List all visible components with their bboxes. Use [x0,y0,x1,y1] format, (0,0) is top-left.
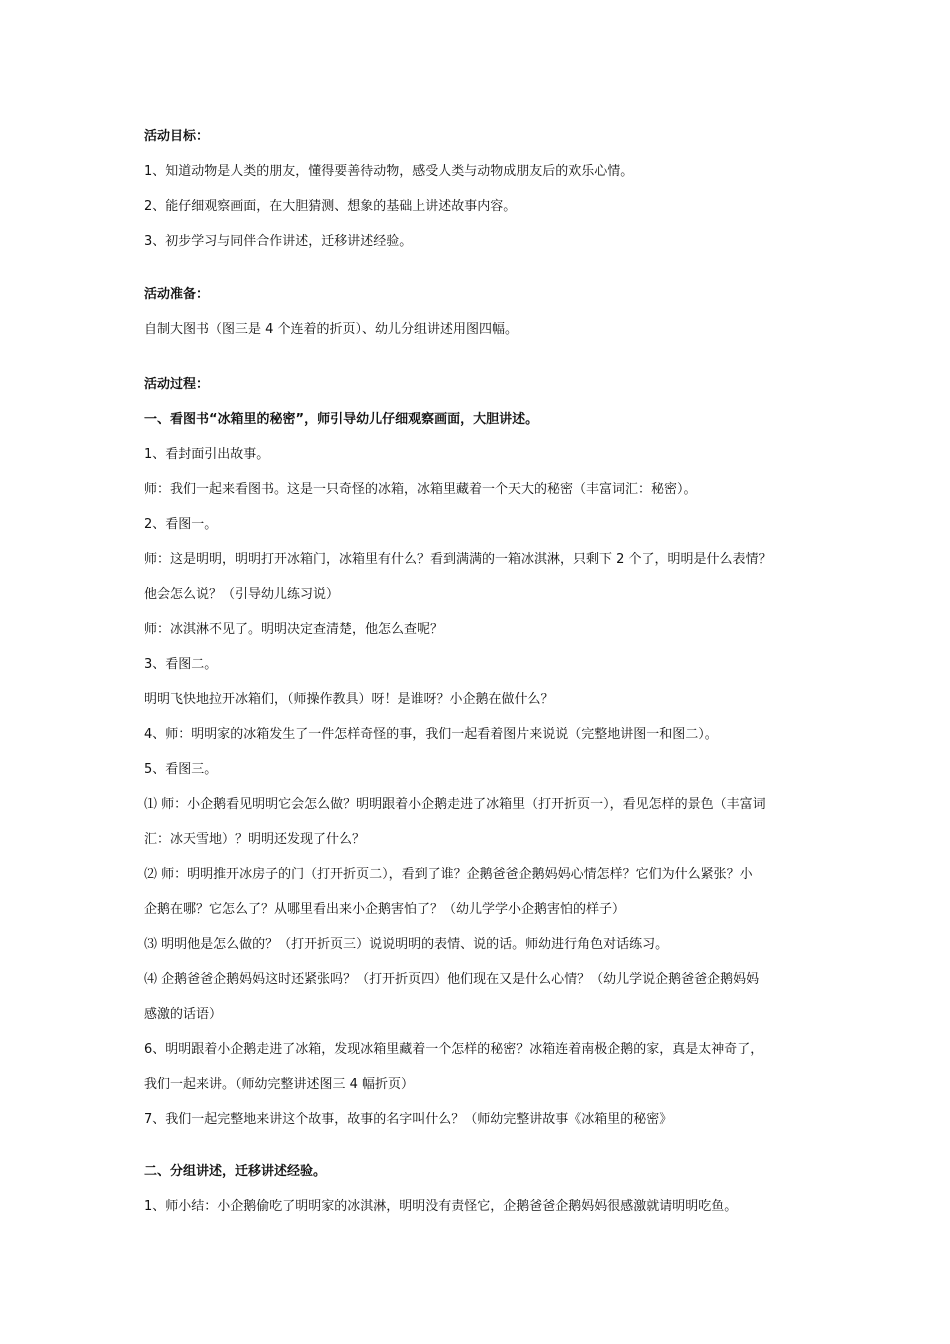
process-line: 3、看图二。 [144,657,218,672]
process-line: 2、看图一。 [144,517,218,532]
goal-item: 2、能仔细观察画面，在大胆猜测、想象的基础上讲述故事内容。 [144,199,517,214]
process-line: ⑶ 明明他是怎么做的？（打开折页三）说说明明的表情、说的话。师幼进行角色对话练习。 [144,937,669,952]
section2-line: 1、师小结：小企鹅偷吃了明明家的冰淇淋，明明没有责怪它，企鹅爸爸企鹅妈妈很感激就请明明吃鱼。 [144,1199,738,1214]
goals-heading: 活动目标： [144,129,210,144]
section2-title: 二、分组讲述，迁移讲述经验。 [144,1164,327,1179]
process-line: 他会怎么说？（引导幼儿练习说） [144,587,340,602]
process-line: 4、师：明明家的冰箱发生了一件怎样奇怪的事，我们一起看着图片来说说（完整地讲图一和图二）。 [144,727,718,742]
process-line: ⑷ 企鹅爸爸企鹅妈妈这时还紧张吗？（打开折页四）他们现在又是什么心情？（幼儿学说企鹅爸爸企鹅妈妈 [144,972,760,987]
process-line: 1、看封面引出故事。 [144,447,270,462]
goal-item: 1、知道动物是人类的朋友，懂得要善待动物，感受人类与动物成朋友后的欢乐心情。 [144,164,634,179]
section1-title: 一、看图书“冰箱里的秘密”，师引导幼儿仔细观察画面，大胆讲述。 [144,412,539,427]
process-line: ⑵ 师：明明推开冰房子的门（打开折页二），看到了谁？企鹅爸爸企鹅妈妈心情怎样？它们为什么紧张？小 [144,867,753,882]
process-line: 5、看图三。 [144,762,218,777]
process-line: 明明飞快地拉开冰箱们，（师操作教具）呀！是谁呀？小企鹅在做什么？ [144,692,554,707]
process-line: ⑴ 师：小企鹅看见明明它会怎么做？明明跟着小企鹅走进了冰箱里（打开折页一），看见怎样的景色（丰富词 [144,797,766,812]
prep-heading: 活动准备： [144,287,210,302]
process-line: 感激的话语） [144,1007,223,1022]
process-line: 我们一起来讲。（师幼完整讲述图三 4 幅折页） [144,1077,415,1092]
process-line: 7、我们一起完整地来讲这个故事，故事的名字叫什么？（师幼完整讲故事《冰箱里的秘密》 [144,1112,673,1127]
process-line: 企鹅在哪？它怎么了？从哪里看出来小企鹅害怕了？（幼儿学学小企鹅害怕的样子） [144,902,626,917]
process-line: 师：冰淇淋不见了。明明决定查清楚，他怎么查呢？ [144,622,444,637]
process-line: 师：这是明明，明明打开冰箱门，冰箱里有什么？看到满满的一箱冰淇淋，只剩下 2 个了，明明是什么表情？ [144,552,772,567]
goal-item: 3、初步学习与同伴合作讲述，迁移讲述经验。 [144,234,413,249]
prep-text: 自制大图书（图三是 4 个连着的折页）、幼儿分组讲述用图四幅。 [144,322,519,337]
process-heading: 活动过程： [144,377,210,392]
process-line: 师：我们一起来看图书。这是一只奇怪的冰箱，冰箱里藏着一个天大的秘密（丰富词汇：秘密）。 [144,482,697,497]
process-line: 6、明明跟着小企鹅走进了冰箱，发现冰箱里藏着一个怎样的秘密？冰箱连着南极企鹅的家，真是太神奇了， [144,1042,764,1057]
process-line: 汇：冰天雪地）？明明还发现了什么？ [144,832,366,847]
